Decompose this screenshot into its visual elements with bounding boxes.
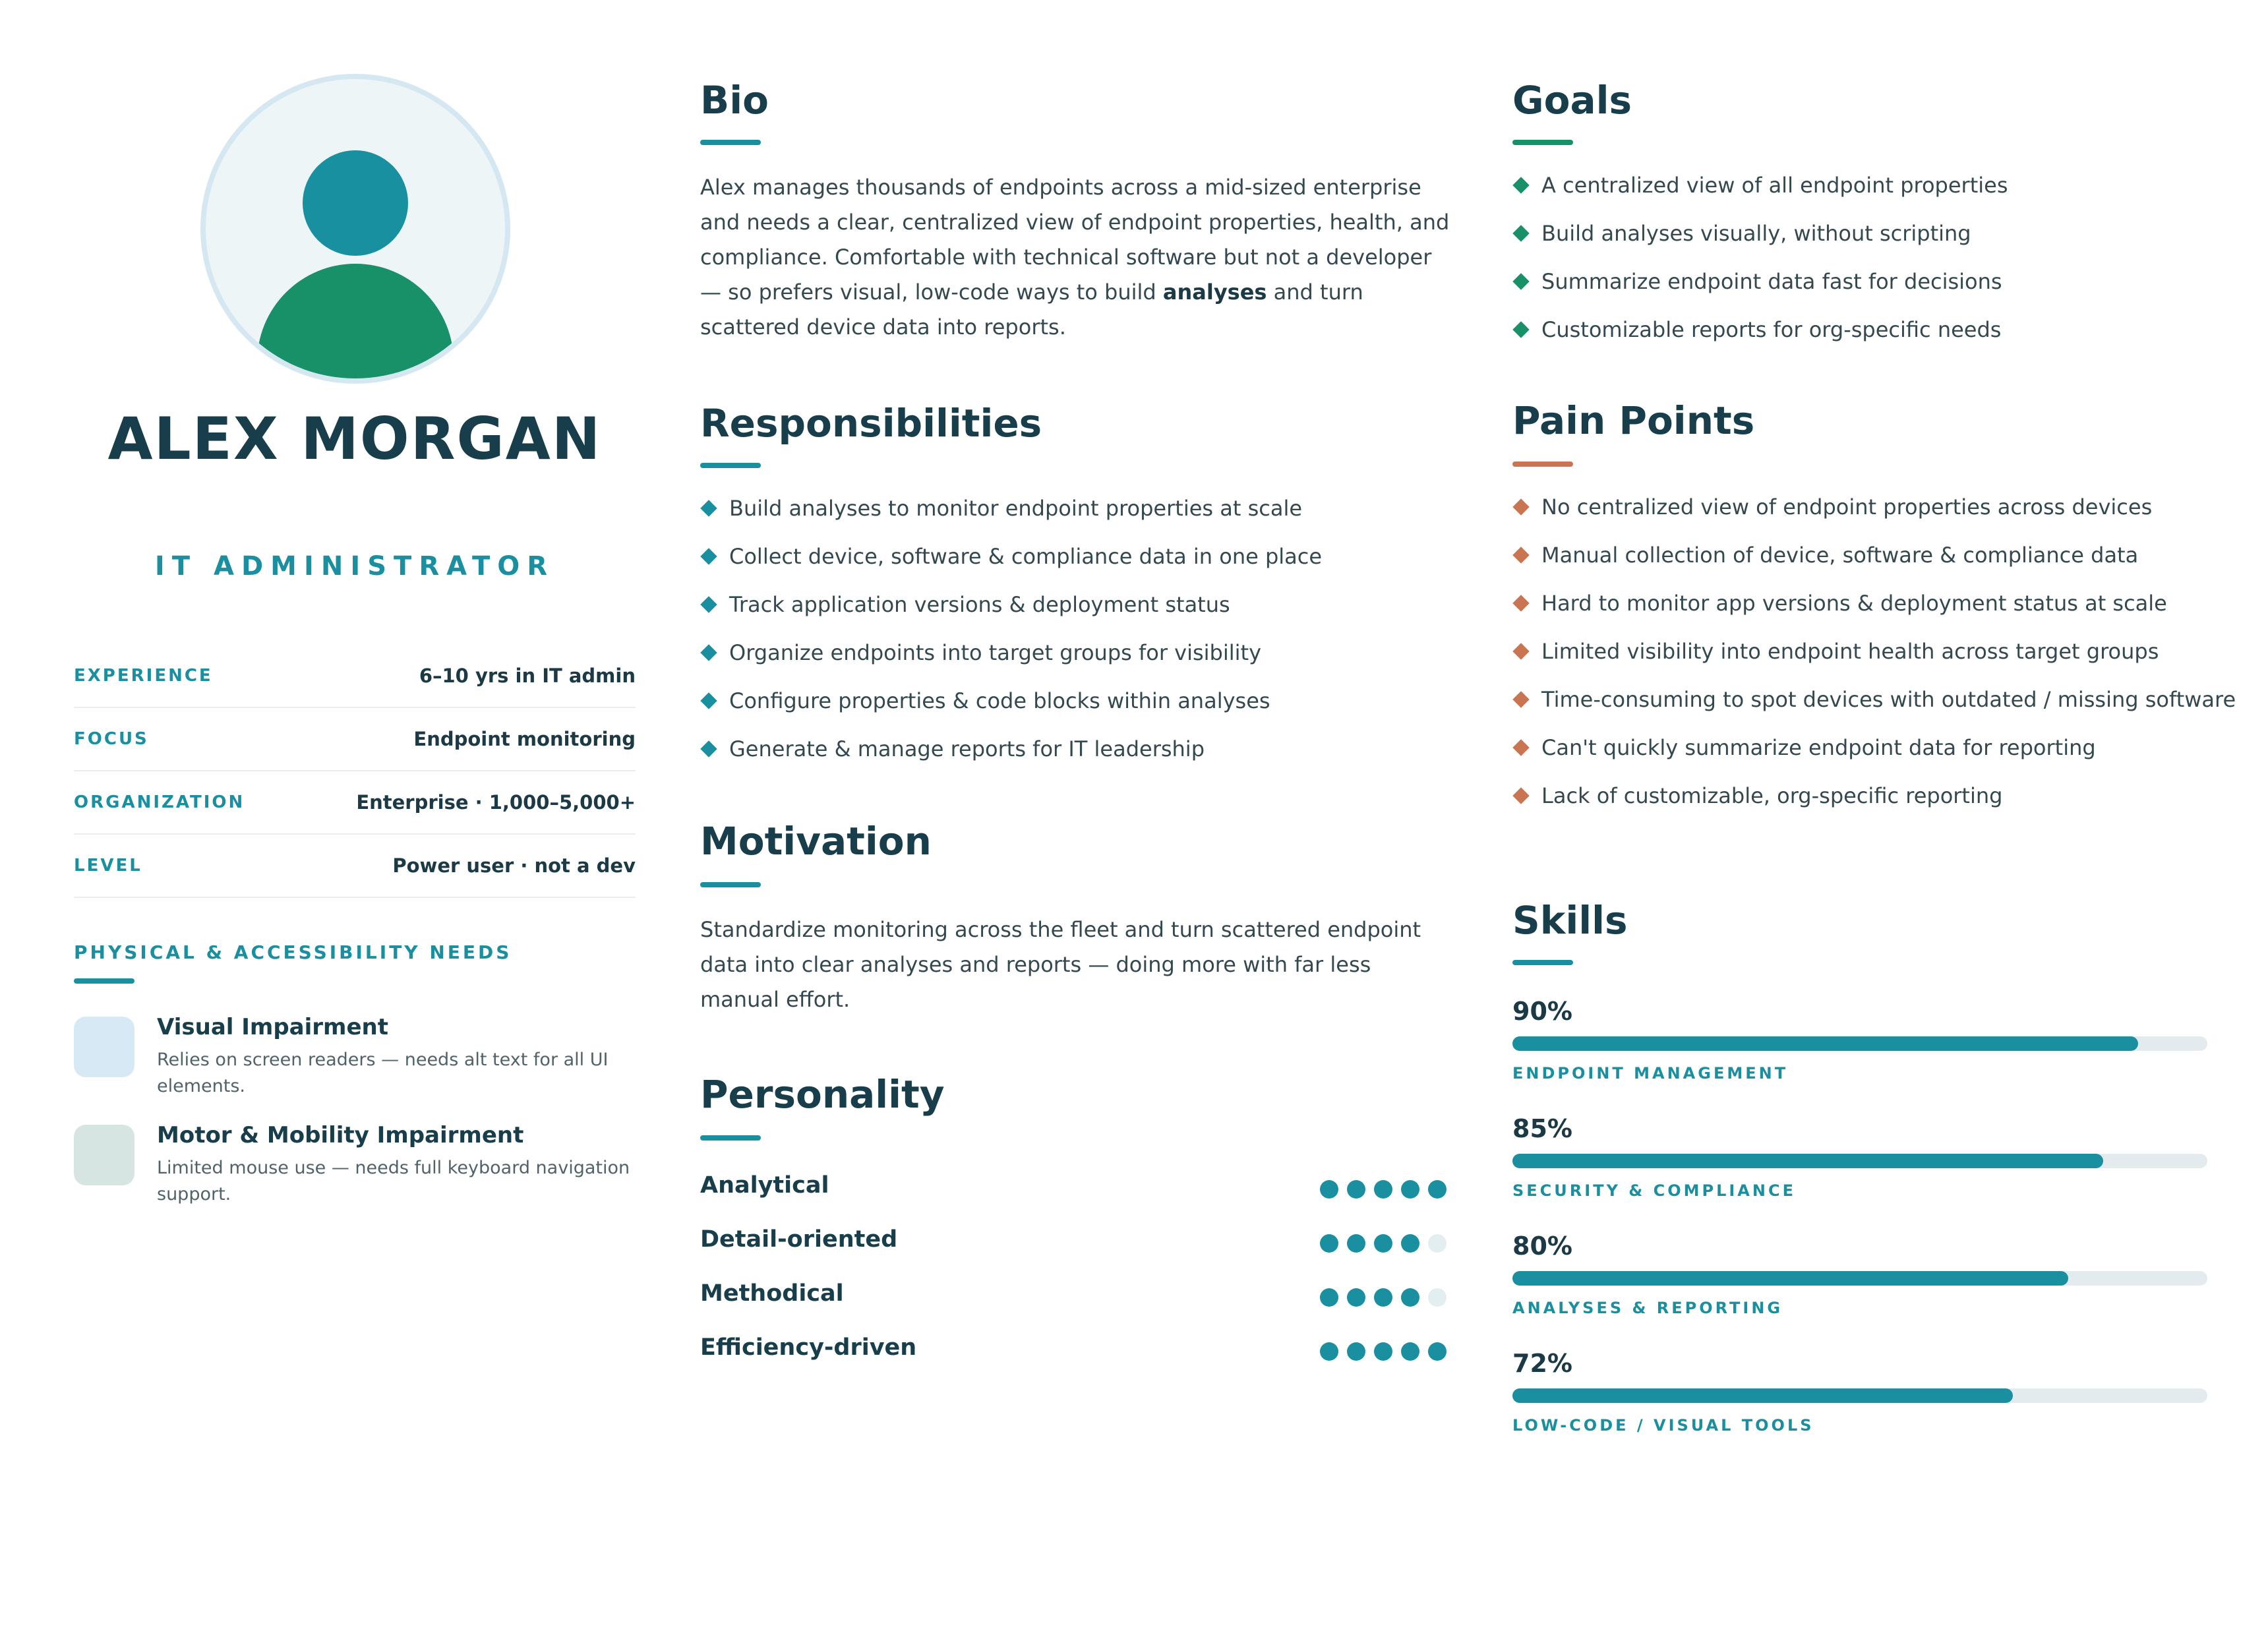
fact-label: FOCUS — [74, 729, 149, 749]
list-item-text: Customizable reports for org-specific needs — [1541, 317, 2002, 342]
list-item-text: Lack of customizable, org-specific reporting — [1541, 783, 2003, 808]
skill-label: ANALYSES & REPORTING — [1512, 1299, 1783, 1317]
accessibility-rule — [74, 978, 134, 984]
rating-dot-empty — [1428, 1234, 1447, 1253]
list-item-text: Collect device, software & compliance data in one place — [729, 544, 1323, 569]
list-item — [1512, 314, 2238, 345]
diamond-bullet-icon — [700, 500, 717, 516]
list-item-text: Generate & manage reports for IT leadership — [729, 736, 1205, 761]
pain-points-title: Pain Points — [1512, 398, 1755, 443]
rating-dot-filled — [1374, 1288, 1392, 1307]
diamond-bullet-icon — [1512, 321, 1529, 338]
diamond-bullet-icon — [1512, 787, 1529, 804]
goals-title: Goals — [1512, 78, 1632, 123]
rating-dot-filled — [1401, 1342, 1419, 1361]
skill-label: SECURITY & COMPLIANCE — [1512, 1181, 1796, 1200]
diamond-bullet-icon — [700, 596, 717, 612]
list-item — [1512, 684, 2238, 715]
rating-dot-filled — [1428, 1180, 1447, 1199]
skill-percent: 80% — [1512, 1232, 1572, 1261]
list-item-text: Track application versions & deployment status — [729, 592, 1230, 617]
skill-bar-fill — [1512, 1271, 2068, 1286]
goals-list — [1512, 170, 2238, 345]
mobility-impairment-icon — [74, 1125, 134, 1185]
rating-dot-filled — [1347, 1180, 1365, 1199]
list-item-text: Can't quickly summarize endpoint data for reporting — [1541, 735, 2096, 760]
list-item-text: Build analyses to monitor endpoint properties at scale — [729, 496, 1303, 521]
rating-dot-filled — [1374, 1180, 1392, 1199]
avatar-head — [303, 150, 408, 256]
rating-dot-filled — [1320, 1288, 1338, 1307]
user-avatar-icon — [200, 74, 510, 384]
fact-label: ORGANIZATION — [74, 792, 245, 812]
diamond-bullet-icon — [1512, 177, 1529, 193]
rating-dot-filled — [1401, 1288, 1419, 1307]
list-item — [1512, 218, 2238, 249]
skills-title: Skills — [1512, 898, 1628, 943]
list-item — [700, 493, 1452, 523]
diamond-bullet-icon — [1512, 739, 1529, 756]
bio-text — [700, 170, 1452, 345]
persona-role: IT ADMINISTRATOR — [154, 551, 555, 581]
list-item — [700, 589, 1452, 620]
rating-dot-filled — [1347, 1288, 1365, 1307]
rating-dot-filled — [1374, 1342, 1392, 1361]
responsibilities-title: Responsibilities — [700, 401, 1042, 446]
skill-row — [1512, 1232, 2207, 1330]
fact-value: Endpoint monitoring — [413, 728, 636, 750]
trait-row — [700, 1280, 1447, 1313]
bio-rule — [700, 140, 761, 145]
persona-name: ALEX MORGAN — [107, 405, 602, 473]
list-item — [1512, 732, 2238, 763]
fact-value: 6–10 yrs in IT admin — [419, 665, 636, 687]
fact-level — [74, 835, 636, 898]
goals-rule — [1512, 140, 1573, 145]
need-title: Motor & Mobility Impairment — [157, 1122, 524, 1148]
skills-rule — [1512, 960, 1573, 965]
trait-row — [700, 1334, 1447, 1367]
fact-label: LEVEL — [74, 856, 142, 876]
bio-title: Bio — [700, 78, 769, 123]
visual-impairment-icon — [74, 1017, 134, 1077]
rating-dot-filled — [1320, 1342, 1338, 1361]
motivation-rule — [700, 882, 761, 887]
fact-focus — [74, 708, 636, 771]
need-motor — [74, 1122, 636, 1214]
skill-bar-fill — [1512, 1154, 2103, 1168]
diamond-bullet-icon — [700, 644, 717, 661]
skill-row — [1512, 1114, 2207, 1213]
list-item-text: A centralized view of all endpoint properties — [1541, 173, 2008, 198]
trait-label: Efficiency-driven — [700, 1334, 917, 1361]
list-item — [1512, 781, 2238, 811]
fact-experience — [74, 645, 636, 708]
rating-dot-empty — [1428, 1288, 1447, 1307]
diamond-bullet-icon — [1512, 225, 1529, 241]
list-item-text: Summarize endpoint data fast for decisions — [1541, 269, 2002, 294]
list-item — [1512, 492, 2238, 522]
rating-dot-filled — [1401, 1180, 1419, 1199]
diamond-bullet-icon — [1512, 595, 1529, 611]
rating-dots — [1320, 1342, 1447, 1361]
personality-title: Personality — [700, 1072, 945, 1117]
list-item — [700, 541, 1452, 572]
skill-row — [1512, 1349, 2207, 1448]
bio-text-bold: analyses — [1162, 280, 1267, 305]
fact-value: Power user · not a dev — [392, 854, 636, 877]
avatar — [200, 74, 510, 384]
personality-rule — [700, 1135, 761, 1141]
trait-row — [700, 1226, 1447, 1259]
list-item — [1512, 540, 2238, 570]
diamond-bullet-icon — [1512, 273, 1529, 289]
diamond-bullet-icon — [700, 548, 717, 564]
list-item-text: Time-consuming to spot devices with outdated / missing software — [1541, 687, 2236, 712]
skill-percent: 85% — [1512, 1114, 1572, 1143]
skill-bar-fill — [1512, 1036, 2138, 1051]
skill-row — [1512, 997, 2207, 1096]
diamond-bullet-icon — [1512, 547, 1529, 563]
list-item — [700, 686, 1452, 716]
diamond-bullet-icon — [700, 740, 717, 757]
list-item-text: Build analyses visually, without scripting — [1541, 221, 1971, 246]
rating-dots — [1320, 1234, 1447, 1253]
skill-percent: 72% — [1512, 1349, 1572, 1378]
list-item-text: Hard to monitor app versions & deployment status at scale — [1541, 591, 2167, 616]
bio-text-part: Alex manages thousands of endpoints across a mid-sized enterprise and needs a clear, centralized view of endpoint properties, health, and compliance. Comfortable with technical software but not a developer — so prefers visual, low-code ways to build — [700, 175, 1450, 305]
rating-dots — [1320, 1180, 1447, 1199]
list-item — [1512, 588, 2238, 618]
list-item-text: Manual collection of device, software & compliance data — [1541, 543, 2139, 568]
list-item-text: No centralized view of endpoint properties across devices — [1541, 494, 2153, 520]
fact-organization — [74, 771, 636, 835]
skill-bar-track — [1512, 1036, 2207, 1051]
rating-dot-filled — [1347, 1342, 1365, 1361]
need-visual — [74, 1014, 636, 1106]
diamond-bullet-icon — [1512, 643, 1529, 659]
fact-value: Enterprise · 1,000–5,000+ — [356, 791, 636, 814]
rating-dot-filled — [1320, 1180, 1338, 1199]
skill-label: ENDPOINT MANAGEMENT — [1512, 1064, 1789, 1083]
bio-text-part: and turn scattered device data into reports. — [700, 280, 1363, 340]
motivation-text: Standardize monitoring across the fleet and turn scattered endpoint data into clear analyses and reports — doing more with far less manual effort. — [700, 917, 1421, 1012]
list-item — [700, 638, 1452, 668]
diamond-bullet-icon — [700, 692, 717, 709]
accessibility-heading: PHYSICAL & ACCESSIBILITY NEEDS — [74, 941, 512, 963]
need-description: Relies on screen readers — needs alt text for all UI elements. — [157, 1050, 609, 1096]
list-item-text: Limited visibility into endpoint health across target groups — [1541, 639, 2159, 664]
responsibilities-list — [700, 493, 1452, 764]
rating-dot-filled — [1320, 1234, 1338, 1253]
trait-label: Detail-oriented — [700, 1226, 898, 1253]
facts-list — [74, 645, 636, 898]
rating-dot-filled — [1347, 1234, 1365, 1253]
list-item — [1512, 170, 2238, 200]
trait-row — [700, 1172, 1447, 1205]
skill-bar-track — [1512, 1154, 2207, 1168]
list-item — [1512, 266, 2238, 297]
skill-bar-fill — [1512, 1388, 2013, 1403]
rating-dot-filled — [1428, 1342, 1447, 1361]
list-item — [700, 734, 1452, 764]
list-item-text: Organize endpoints into target groups for visibility — [729, 640, 1262, 665]
fact-label: EXPERIENCE — [74, 666, 213, 686]
rating-dots — [1320, 1288, 1447, 1307]
trait-label: Methodical — [700, 1280, 844, 1307]
rating-dot-filled — [1401, 1234, 1419, 1253]
rating-dot-filled — [1374, 1234, 1392, 1253]
list-item-text: Configure properties & code blocks within analyses — [729, 688, 1270, 713]
skill-percent: 90% — [1512, 997, 1572, 1026]
skill-bar-track — [1512, 1271, 2207, 1286]
need-title: Visual Impairment — [157, 1014, 388, 1040]
skill-bar-track — [1512, 1388, 2207, 1403]
motivation-title: Motivation — [700, 819, 932, 864]
diamond-bullet-icon — [1512, 498, 1529, 515]
responsibilities-rule — [700, 463, 761, 468]
pain-points-list — [1512, 492, 2238, 811]
trait-label: Analytical — [700, 1172, 829, 1199]
pain-points-rule — [1512, 461, 1573, 467]
diamond-bullet-icon — [1512, 691, 1529, 707]
list-item — [1512, 636, 2238, 667]
avatar-body — [257, 264, 454, 384]
skill-label: LOW-CODE / VISUAL TOOLS — [1512, 1416, 1814, 1435]
need-description: Limited mouse use — needs full keyboard navigation support. — [157, 1158, 630, 1204]
